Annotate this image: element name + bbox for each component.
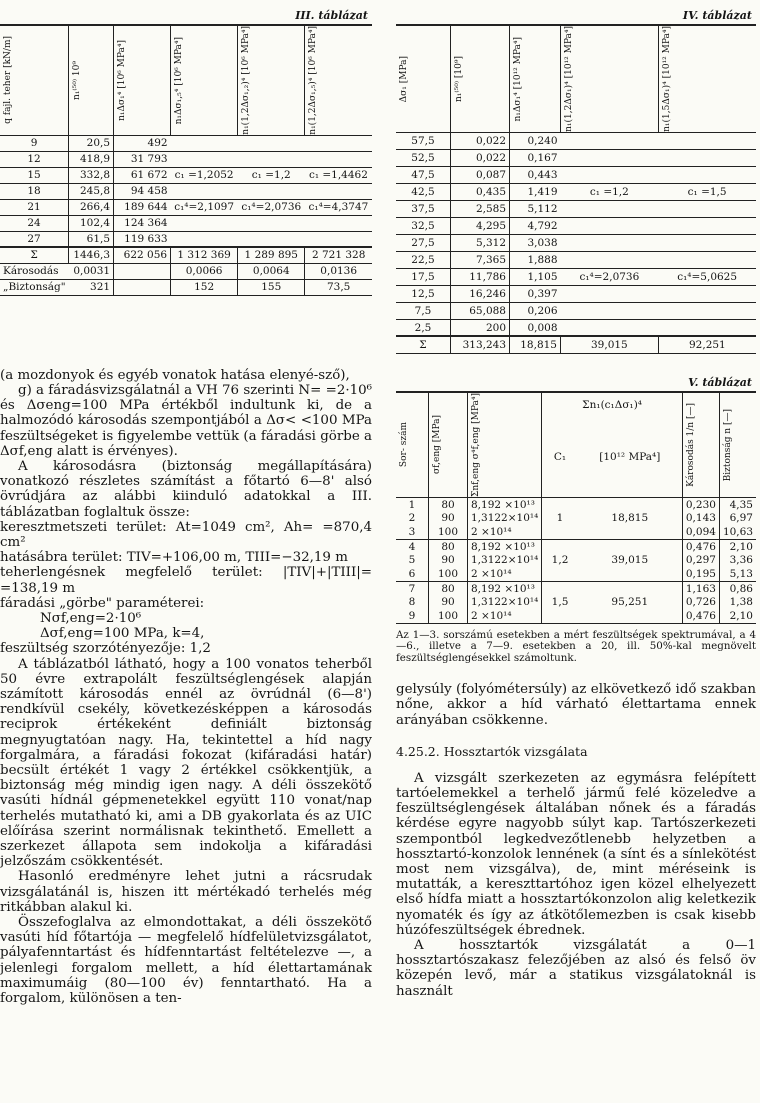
right-column — [396, 0, 756, 999]
table4-cell: 92,251 — [658, 336, 756, 353]
table5-cell: 8,192 ×10¹³ — [468, 581, 542, 595]
table5-cell: 80 — [429, 497, 468, 511]
paragraph: A vizsgált szerkezeten az egymásra felépített tartóelemekkel a terhelő jármű felé közeledve a feszültséglengések általában nőnek és a fáradás kérdése egyre nagyobb súlyt kap. Tartószerkezeti szempontból legkedvezőtlenebb helyzetben a hossztartó-konzolok lennének (a sínt és a sínlekötést most nem vizsgálva), de, mint méréseink is mutatták, a kereszttartóhoz igen közel elhelyezett első hídfa miatt a hossztartókonzolon alig keletkezik nyomaték és így az átkötőlemezben is csak kisebb húzófeszültségek ébrednek. — [396, 770, 756, 938]
sum-symbol: Σ — [30, 249, 38, 262]
table4-cell: 0,435 — [451, 183, 510, 200]
table4-cell: 0,087 — [451, 166, 510, 183]
table-row — [396, 567, 756, 581]
table4-cell: 17,5 — [411, 270, 435, 283]
table4-cell: 57,5 — [411, 134, 435, 147]
table4-cell: 7,5 — [414, 304, 432, 317]
table4-cell: 2,5 — [414, 321, 432, 334]
table3-cell: 61,5 — [69, 231, 114, 247]
table5-cell: 8,192 ×10¹³ — [468, 497, 542, 511]
table4-cell: 5,312 — [451, 234, 510, 251]
table3-cell: 245,8 — [69, 183, 114, 199]
table5-cell: 0,297 — [682, 553, 719, 567]
table4-cell: 52,5 — [411, 151, 435, 164]
sum-symbol: Σ — [419, 339, 427, 352]
table4-cell: 1,105 — [510, 268, 561, 285]
table5-header: Sor- szám — [399, 422, 409, 468]
table-row — [0, 167, 372, 183]
table3-cell: 1446,3 — [69, 247, 114, 263]
table3-cell: 332,8 — [69, 167, 114, 183]
table4-cell: 65,088 — [451, 302, 510, 319]
table4-c4: c₁⁴=2,0736 — [579, 270, 640, 283]
table5-header: [10¹² MPa⁴] — [578, 418, 683, 498]
table5-cell: 6,97 — [719, 511, 756, 525]
table3-cell: 21 — [27, 201, 41, 214]
table3-cell: 102,4 — [69, 215, 114, 231]
table5-note: Az 1—3. sorszámú esetekben a mért feszültségek spektrumával, a 4—6., illetve a 7—9. esetekben a 20, ill. 50%-kal megnövelt feszültséglengésekkel számoltunk. — [396, 628, 756, 664]
paragraph: gelysúly (folyómétersúly) az elkövetkező idő szakban nőne, akkor a híd várható élettartama ennek arányában csökkenne. — [396, 682, 756, 728]
table-row — [396, 539, 756, 553]
paragraph: A táblázatból látható, hogy a 100 vonatos teherből 50 évre extrapolált feszültséglengések alapján számított károsodás ennél az övrúdnál (6—8') rendkívül csekély, következésképpen a károsodás reciprok értékeként definiált biztonság megnyugtatóan nagy. Ha, tekintettel a híd nagy forgalmára, a fáradási fokozat (kifáradási határ) becsült értékét 1 vagy 2 értékkel csökkentjük, a biztonság még mindig igen nagy. A déli összekötő vasúti hídnál gépmenetekkel együtt 110 vonat/nap terhelés mutatható ki, ami a DB gyakorlata és az UIC előírása szerint normálisnak tekinthető. Emellett a szerkezet állapota sem indokolja a kifáradási jelzőszám csökkentését. — [0, 656, 372, 870]
table3-cell: 155 — [238, 279, 305, 295]
table-row — [0, 135, 372, 151]
data-line: keresztmetszeti terület: At=1049 cm², Ah= =870,4 cm² — [0, 519, 372, 550]
table5-cell: 5 — [408, 554, 416, 567]
table4-cell: 0,008 — [510, 319, 561, 336]
table5-c1: 1,2 — [542, 553, 578, 567]
table5-sum: 39,015 — [611, 554, 649, 567]
table-row — [0, 199, 372, 215]
table5-cell: 2 ×10¹⁴ — [468, 567, 542, 581]
table5-cell: 1,3122×10¹⁴ — [468, 511, 542, 525]
table-row — [0, 151, 372, 167]
table5-cell: 0,86 — [719, 581, 756, 595]
table-row — [396, 200, 756, 217]
table4-cell: 5,112 — [510, 200, 561, 217]
table4-cell: 16,246 — [451, 285, 510, 302]
table-row — [396, 149, 756, 166]
table3-safety-row — [0, 279, 372, 295]
table3-cell: 12 — [27, 153, 41, 166]
table4-cell: 11,786 — [451, 268, 510, 285]
table5-header: σf,eng [MPa] — [432, 415, 442, 475]
table5-cell: 4 — [408, 540, 416, 553]
table5-cell: 10,63 — [719, 525, 756, 539]
table-row — [396, 285, 756, 302]
table4-cell: 313,243 — [451, 336, 510, 353]
data-line: fáradási „görbe" paraméterei: — [0, 595, 205, 611]
table5-cell: 2,10 — [719, 609, 756, 623]
table5-cell: 2,10 — [719, 539, 756, 553]
table-row — [396, 553, 756, 567]
table3-header: n₁(1,2Δσ₁,₅)⁴ [10⁶ MPa⁴] — [308, 26, 319, 135]
table-row — [0, 215, 372, 231]
table3-cell: 2 721 328 — [305, 247, 372, 263]
table5-cell: 1,38 — [719, 595, 756, 609]
table5-cell: 0,476 — [682, 609, 719, 623]
table5-cell: 0,726 — [682, 595, 719, 609]
table4-header: n₁Δσ₁⁴ [10¹² MPa⁴] — [513, 36, 523, 122]
table3-header: q fajl. teher [kN/m] — [3, 36, 13, 125]
table5-cell: 5,13 — [719, 567, 756, 581]
table3-cell: 189 644 — [114, 199, 171, 215]
table4 — [396, 24, 756, 354]
table-row — [396, 132, 756, 149]
data-line: Nσf,eng=2·10⁶ — [40, 610, 142, 626]
table3-c4: c₁⁴=2,1097 — [174, 201, 235, 214]
table5-cell: 9 — [408, 610, 416, 623]
table5-cell: 2 — [408, 512, 416, 525]
table4-cell: 0,240 — [510, 132, 561, 149]
table3-cell: 20,5 — [69, 135, 114, 151]
table4-cell: 22,5 — [411, 253, 435, 266]
table3-c4: c₁⁴=2,0736 — [241, 201, 302, 214]
table-row — [396, 609, 756, 623]
table5 — [396, 391, 756, 624]
table4-header: n₁(1,2Δσ₁)⁴ [10¹² MPa⁴] — [564, 26, 574, 132]
table3-c1: c₁ =1,2052 — [174, 169, 234, 182]
paragraph: g) a fáradásvizsgálatnál a VH 76 szerinti N= =2·10⁶ és Δσeng=100 MPa értékből indultunk ki, de a halmozódó károsodás szempontjából a Δσ< <100 MPa feszültségeket is figyelembe vettük (a fáradási görbe a Δσf,eng alatt is érvényes). — [0, 382, 372, 459]
table3-header: n₁Δσ₁,₅⁴ [10⁶ MPa⁴] — [174, 36, 185, 125]
table4-c1: c₁ =1,5 — [687, 185, 727, 198]
table3-cell: 0,0031 — [73, 265, 111, 278]
table-row — [396, 183, 756, 200]
paragraph: A hossztartók vizsgálatát a 0—1 hossztartószakasz felezőjében az alsó és felső öv közepén levő, már a statikus vizsgálatoknál is használt — [396, 937, 756, 999]
table5-cell: 90 — [429, 595, 468, 609]
table-row — [396, 319, 756, 336]
table5-group-header: Σn₁(c₁Δσ₁)⁴ — [542, 392, 683, 418]
table3-c4: c₁⁴=4,3747 — [308, 201, 369, 214]
table3-cell: 1 312 369 — [171, 247, 238, 263]
table5-sum: 18,815 — [611, 512, 649, 525]
table4-cell: 0,443 — [510, 166, 561, 183]
table5-cell: 80 — [429, 581, 468, 595]
data-line: hatásábra terület: TIV=+106,00 m, TIII=−32,19 m — [0, 550, 348, 566]
table3-cell: 418,9 — [69, 151, 114, 167]
table5-cell: 80 — [429, 539, 468, 553]
table4-sum-row — [396, 336, 756, 353]
table4-cell: 3,038 — [510, 234, 561, 251]
table-row — [0, 183, 372, 199]
table3-cell: 266,4 — [69, 199, 114, 215]
table4-cell: 4,792 — [510, 217, 561, 234]
table3-cell: 492 — [114, 135, 171, 151]
table4-cell: 0,206 — [510, 302, 561, 319]
data-line: Δσf,eng=100 MPa, k=4, — [40, 626, 205, 642]
table5-cell: 0,230 — [682, 497, 719, 511]
table5-header: C₁ — [542, 418, 578, 498]
table-row — [396, 497, 756, 511]
table4-cell: 0,022 — [451, 149, 510, 166]
table5-cell: 1,3122×10¹⁴ — [468, 553, 542, 567]
table3-cell: 124 364 — [114, 215, 171, 231]
table4-c4: c₁⁴=5,0625 — [677, 270, 738, 283]
table4-cell: 0,022 — [451, 132, 510, 149]
table5-cell: 0,476 — [682, 539, 719, 553]
table5-cell: 100 — [429, 609, 468, 623]
data-line: teherlengésnek megfelelő terület: |TIV|+|TIII|= =138,19 m — [0, 565, 372, 596]
table4-cell: 42,5 — [411, 185, 435, 198]
table3-c1: c₁ =1,2 — [251, 169, 291, 182]
table-row — [396, 234, 756, 251]
table5-cell: 2 ×10¹⁴ — [468, 609, 542, 623]
table3-cell: 119 633 — [114, 231, 171, 247]
table3-header: n₁⁽⁵⁰⁾ 10⁹ — [72, 60, 83, 100]
table5-cell: 0,195 — [682, 567, 719, 581]
table5-cell: 4,35 — [719, 497, 756, 511]
table3-cell: 9 — [30, 137, 38, 150]
table4-cell: 0,397 — [510, 285, 561, 302]
table3-cell: 61 672 — [114, 167, 171, 183]
table5-cell: 7 — [408, 582, 416, 595]
table4-cell: 12,5 — [411, 287, 435, 300]
table-row — [396, 251, 756, 268]
table4-cell: 200 — [451, 319, 510, 336]
table3-cell: 73,5 — [305, 279, 372, 295]
table4-cell: 18,815 — [510, 336, 561, 353]
data-line: feszültség szorzótényezője: 1,2 — [0, 641, 211, 657]
table5-cell: 90 — [429, 511, 468, 525]
table-row — [396, 217, 756, 234]
table5-header: Biztonság n [—] — [722, 408, 733, 482]
table3-damage-row — [0, 263, 372, 279]
table5-caption: V. táblázat — [688, 375, 752, 389]
table-row — [396, 525, 756, 539]
table5-cell: 0,143 — [682, 511, 719, 525]
table3 — [0, 24, 372, 296]
table3-cell: 321 — [90, 281, 111, 294]
row-label: „Biztonság" — [3, 281, 66, 294]
table4-cell: 7,365 — [451, 251, 510, 268]
table3-cell: 18 — [27, 185, 41, 198]
table3-cell: 0,0136 — [305, 263, 372, 279]
table4-caption: IV. táblázat — [682, 9, 752, 22]
table4-cell: 2,585 — [451, 200, 510, 217]
table-row — [396, 268, 756, 285]
table3-cell: 94 458 — [114, 183, 171, 199]
paragraph: Hasonló eredményre lehet jutni a rácsrudak vizsgálatánál is, hiszen itt mértékadó terhelés még ritkábban alakul ki. — [0, 869, 372, 915]
table4-cell: 0,167 — [510, 149, 561, 166]
table4-cell: 32,5 — [411, 219, 435, 232]
table4-cell: 47,5 — [411, 168, 435, 181]
table5-header: Σnf,eng σ⁴f,eng [MPa⁴] — [471, 392, 481, 497]
table4-c1: c₁ =1,2 — [589, 185, 629, 198]
table5-c1: 1,5 — [542, 595, 578, 609]
table4-header: Δσ₁ [MPa] — [399, 55, 409, 103]
table5-cell: 8,192 ×10¹³ — [468, 539, 542, 553]
table5-cell: 6 — [408, 568, 416, 581]
paragraph: Összefoglalva az elmondottakat, a déli összekötő vasúti híd főtartója — megfelelő hídfelületvizsgálatot, pályafenntartást és hídfenntartást feltételezve —, a jelenlegi forgalom mellett, a híd élettartamának maximumáig (80—100 év) fenntartható. Ha a forgalom, különösen a ten- — [0, 915, 372, 1007]
table5-c1: 1 — [542, 511, 578, 525]
table5-cell: 8 — [408, 596, 416, 609]
table3-cell: 1 289 895 — [238, 247, 305, 263]
table3-header: n₁Δσ₁⁴ [10⁶ MPa⁴] — [117, 39, 128, 121]
table-row — [396, 581, 756, 595]
table3-caption: III. táblázat — [295, 9, 368, 22]
table4-cell: 1,419 — [510, 183, 561, 200]
table3-cell: 0,0066 — [171, 263, 238, 279]
table-row — [0, 231, 372, 247]
table5-cell: 100 — [429, 567, 468, 581]
table3-header: n₁(1,2Δσ₁,₂)⁴ [10⁶ MPa⁴] — [241, 26, 252, 135]
table3-cell: 31 793 — [114, 151, 171, 167]
table4-cell: 37,5 — [411, 202, 435, 215]
left-column — [0, 0, 372, 1006]
table4-cell: 39,015 — [561, 336, 659, 353]
table5-cell: 2 ×10¹⁴ — [468, 525, 542, 539]
table5-sum: 95,251 — [611, 596, 649, 609]
section-heading: 4.25.2. Hossztartók vizsgálata — [396, 743, 588, 759]
table-row — [396, 511, 756, 525]
table3-sum-row — [0, 247, 372, 263]
paragraph: A károsodásra (biztonság megállapítására) vonatkozó részletes számítást a főtartó 6—8' alsó övrúdjára az alábbi kiinduló adatokkal a III. táblázatban foglaltuk össze: — [0, 458, 372, 520]
table5-cell: 1,163 — [682, 581, 719, 595]
table5-cell: 3,36 — [719, 553, 756, 567]
table4-cell: 27,5 — [411, 236, 435, 249]
table5-header: Károsodás 1/n [—] — [685, 402, 696, 487]
table-row — [396, 595, 756, 609]
table5-cell: 0,094 — [682, 525, 719, 539]
table3-c1: c₁ =1,4462 — [308, 169, 368, 182]
table3-cell: 27 — [27, 232, 41, 245]
table5-cell: 1 — [408, 498, 416, 511]
table3-cell: 15 — [27, 169, 41, 182]
table3-cell: 24 — [27, 217, 41, 230]
table3-cell: 0,0064 — [238, 263, 305, 279]
table4-cell: 4,295 — [451, 217, 510, 234]
table5-cell: 1,3122×10¹⁴ — [468, 595, 542, 609]
table3-cell: 152 — [171, 279, 238, 295]
table5-cell: 90 — [429, 553, 468, 567]
table-row — [396, 302, 756, 319]
table4-header: n₁⁽⁵⁰⁾ [10⁹] — [454, 55, 464, 102]
table5-cell: 3 — [408, 526, 416, 539]
table3-cell: 622 056 — [114, 247, 171, 263]
paragraph: (a mozdonyok és egyéb vonatok hatása elenyé-sző), — [0, 367, 350, 383]
table5-cell: 100 — [429, 525, 468, 539]
table4-header: n₁(1,5Δσ₁)⁴ [10¹² MPa⁴] — [661, 26, 672, 132]
table-row — [396, 166, 756, 183]
table4-cell: 1,888 — [510, 251, 561, 268]
row-label: Károsodás — [3, 265, 59, 278]
